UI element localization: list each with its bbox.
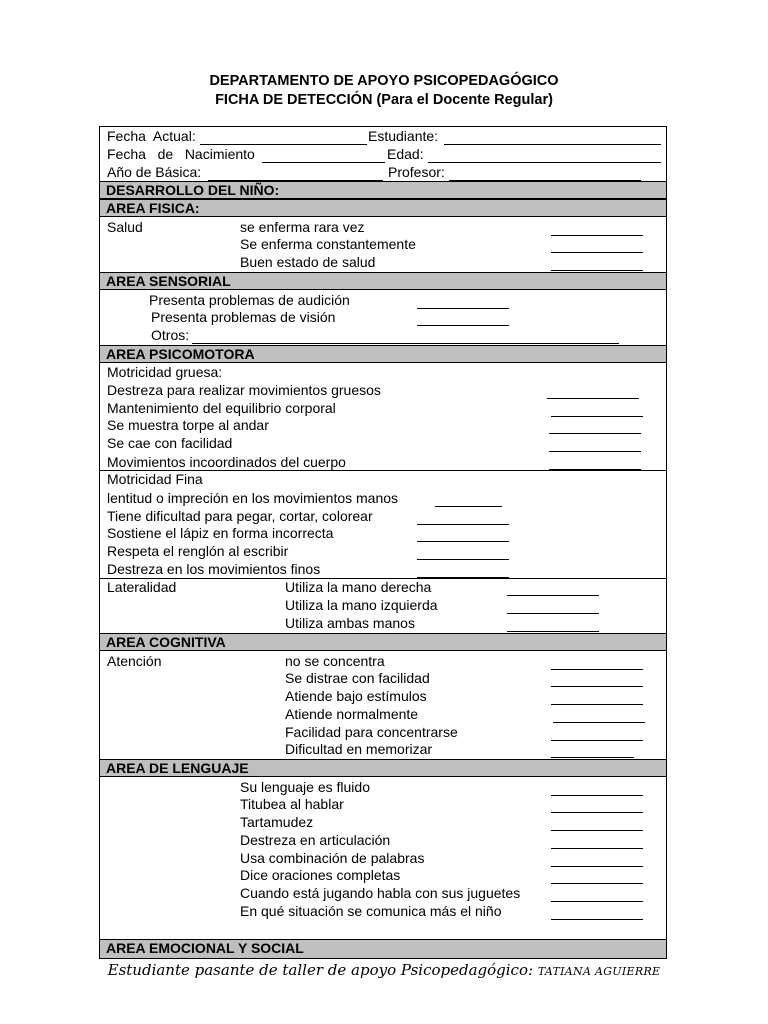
answer-line[interactable] bbox=[435, 506, 502, 507]
section-fisica-label: AREA FISICA: bbox=[106, 200, 200, 216]
fina-item: Destreza en los movimientos finos bbox=[107, 561, 321, 577]
section-emocional bbox=[100, 939, 666, 959]
estudiante-label: Estudiante: bbox=[368, 128, 439, 144]
fecha-nacimiento-label: Fecha de Nacimiento bbox=[107, 146, 255, 162]
otros-field[interactable] bbox=[192, 343, 619, 344]
section-sensorial bbox=[100, 272, 666, 290]
answer-line[interactable] bbox=[551, 795, 643, 796]
section-sensorial-label: AREA SENSORIAL bbox=[106, 273, 231, 289]
section-emocional-label: AREA EMOCIONAL Y SOCIAL bbox=[106, 940, 304, 956]
footer-name: TATIANA AGUIERRE bbox=[537, 965, 661, 978]
motricidad-gruesa-label: Motricidad gruesa: bbox=[107, 364, 223, 380]
footer-credit bbox=[0, 961, 768, 979]
estudiante-field[interactable] bbox=[444, 144, 661, 145]
answer-line[interactable] bbox=[551, 757, 634, 758]
answer-line[interactable] bbox=[551, 270, 643, 271]
fecha-actual-label: Fecha Actual: bbox=[107, 128, 196, 144]
fina-item: lentitud o impreción en los movimientos manos bbox=[107, 490, 399, 506]
lenguaje-item: Tartamudez bbox=[240, 814, 314, 830]
answer-line[interactable] bbox=[551, 919, 643, 920]
answer-line[interactable] bbox=[507, 595, 599, 596]
motricidad-fina-label: Motricidad Fina bbox=[107, 471, 203, 487]
otros-label: Otros: bbox=[151, 327, 190, 343]
answer-line[interactable] bbox=[551, 704, 643, 705]
fecha-actual-field[interactable] bbox=[200, 144, 367, 145]
cognitiva-item: no se concentra bbox=[285, 653, 385, 669]
answer-line[interactable] bbox=[551, 686, 643, 687]
profesor-label: Profesor: bbox=[388, 164, 445, 180]
answer-line[interactable] bbox=[551, 812, 643, 813]
answer-line[interactable] bbox=[551, 669, 643, 670]
document-title: DEPARTAMENTO DE APOYO PSICOPEDAGÓGICO bbox=[209, 73, 559, 89]
fisica-item: Buen estado de salud bbox=[240, 254, 376, 270]
cognitiva-item: Facilidad para concentrarse bbox=[285, 724, 458, 740]
gruesa-item: Se cae con facilidad bbox=[107, 435, 233, 451]
answer-line[interactable] bbox=[549, 451, 641, 452]
answer-line[interactable] bbox=[551, 883, 643, 884]
anio-basica-label: Año de Básica: bbox=[107, 164, 202, 180]
lenguaje-item: Usa combinación de palabras bbox=[240, 850, 425, 866]
fina-item: Tiene dificultad para pegar, cortar, colorear bbox=[107, 508, 373, 524]
answer-line[interactable] bbox=[547, 398, 639, 399]
lenguaje-item: Destreza en articulación bbox=[240, 832, 391, 848]
section-cognitiva-label: AREA COGNITIVA bbox=[106, 634, 226, 650]
answer-line[interactable] bbox=[551, 235, 643, 236]
answer-line[interactable] bbox=[551, 848, 643, 849]
lateralidad-item: Utiliza ambas manos bbox=[285, 615, 415, 631]
lenguaje-item: Cuando está jugando habla con sus juguetes bbox=[240, 885, 521, 901]
sensorial-item: Presenta problemas de audición bbox=[149, 292, 350, 308]
gruesa-item: Movimientos incoordinados del cuerpo bbox=[107, 454, 346, 470]
edad-field[interactable] bbox=[428, 162, 661, 163]
section-desarrollo-label: DESARROLLO DEL NIÑO: bbox=[106, 182, 280, 198]
answer-line[interactable] bbox=[549, 433, 641, 434]
gruesa-item: Mantenimiento del equilibrio corporal bbox=[107, 400, 336, 416]
lateralidad-item: Utiliza la mano izquierda bbox=[285, 597, 438, 613]
fina-item: Respeta el renglón al escribir bbox=[107, 543, 289, 559]
answer-line[interactable] bbox=[551, 416, 643, 417]
answer-line[interactable] bbox=[507, 613, 599, 614]
edad-label: Edad: bbox=[387, 146, 424, 162]
lenguaje-item: En qué situación se comunica más el niño bbox=[240, 903, 502, 919]
cognitiva-item: Dificultad en memorizar bbox=[285, 741, 433, 757]
document-subtitle: FICHA DE DETECCIÓN (Para el Docente Regular) bbox=[215, 92, 553, 108]
answer-line[interactable] bbox=[551, 252, 643, 253]
section-cognitiva bbox=[100, 633, 666, 651]
cognitiva-item: Atiende normalmente bbox=[285, 706, 419, 722]
answer-line[interactable] bbox=[417, 325, 509, 326]
fecha-nacimiento-field[interactable] bbox=[262, 162, 385, 163]
cognitiva-item: Atiende bajo estímulos bbox=[285, 688, 427, 704]
lateralidad-item: Utiliza la mano derecha bbox=[285, 579, 432, 595]
sensorial-item: Presenta problemas de visión bbox=[151, 309, 336, 325]
answer-line[interactable] bbox=[553, 722, 645, 723]
answer-line[interactable] bbox=[551, 830, 643, 831]
answer-line[interactable] bbox=[417, 524, 509, 525]
fisica-item: se enferma rara vez bbox=[240, 219, 365, 235]
cognitiva-item: Se distrae con facilidad bbox=[285, 670, 430, 686]
lenguaje-item: Dice oraciones completas bbox=[240, 867, 401, 883]
fisica-item: Se enferma constantemente bbox=[240, 236, 416, 252]
answer-line[interactable] bbox=[551, 901, 643, 902]
gruesa-item: Se muestra torpe al andar bbox=[107, 417, 269, 433]
section-desarrollo bbox=[100, 181, 666, 199]
section-lenguaje-label: AREA DE LENGUAJE bbox=[106, 760, 249, 776]
footer-text: Estudiante pasante de taller de apoyo Psicopedagógico: bbox=[107, 961, 538, 979]
answer-line[interactable] bbox=[417, 559, 509, 560]
gruesa-item: Destreza para realizar movimientos gruesos bbox=[107, 382, 381, 398]
answer-line[interactable] bbox=[417, 541, 509, 542]
section-lenguaje bbox=[100, 759, 666, 777]
atencion-label: Atención bbox=[107, 653, 162, 669]
lenguaje-item: Titubea al hablar bbox=[240, 796, 344, 812]
answer-line[interactable] bbox=[507, 631, 599, 632]
lenguaje-item: Su lenguaje es fluido bbox=[240, 779, 370, 795]
salud-label: Salud bbox=[107, 219, 143, 235]
answer-line[interactable] bbox=[551, 866, 643, 867]
section-psicomotora-label: AREA PSICOMOTORA bbox=[106, 346, 255, 362]
answer-line[interactable] bbox=[551, 740, 643, 741]
fina-item: Sostiene el lápiz en forma incorrecta bbox=[107, 525, 334, 541]
section-fisica bbox=[100, 199, 666, 217]
lateralidad-label: Lateralidad bbox=[107, 579, 177, 595]
answer-line[interactable] bbox=[417, 308, 509, 309]
section-psicomotora bbox=[100, 345, 666, 363]
